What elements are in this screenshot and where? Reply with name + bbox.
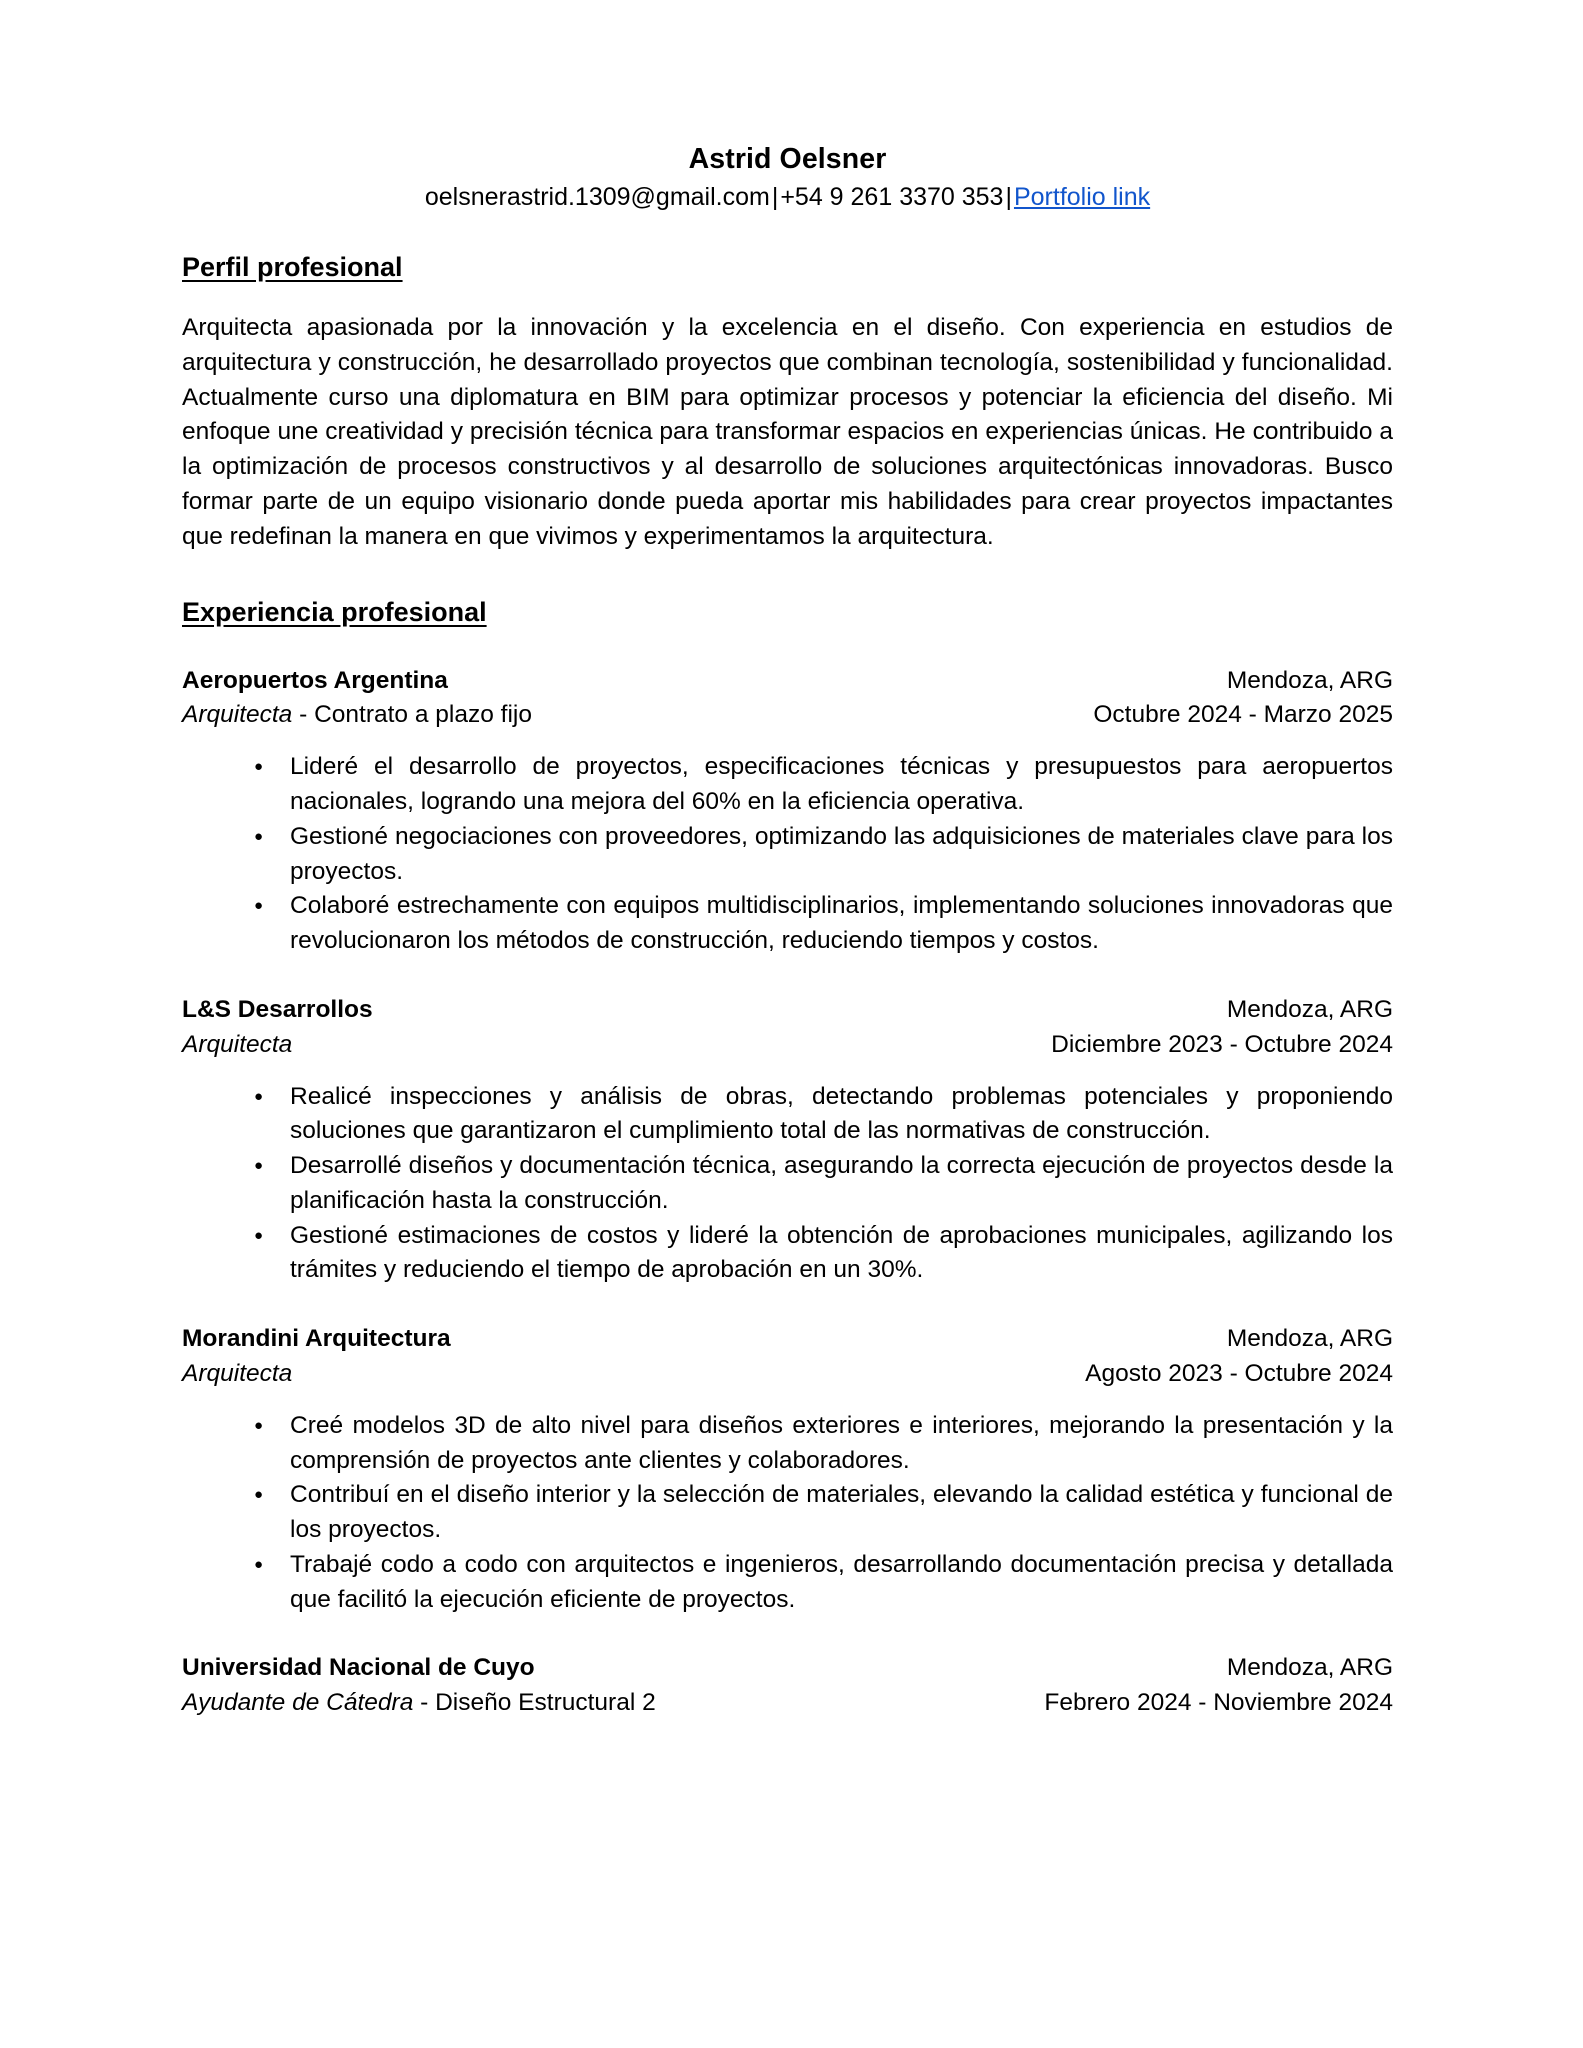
job-location: Mendoza, ARG [1226, 666, 1393, 694]
candidate-name: Astrid Oelsner [688, 143, 887, 175]
job-role-title: Arquitecta [182, 1030, 293, 1058]
job-subheader-row [182, 698, 1393, 732]
job-header-row [182, 1651, 1393, 1685]
job-bullet-item: ● Gestioné estimaciones de costos y lideré la obtención de aprobaciones municipales, agilizando los trámites y reduciendo el tiempo de aprobación en un 30%. [254, 1219, 1393, 1289]
job-location: Mendoza, ARG [1226, 995, 1393, 1023]
job-subheader-row [182, 1686, 1393, 1720]
job-subheader-row [182, 1357, 1393, 1391]
job-role-suffix: - Diseño Estructural 2 [413, 1689, 656, 1717]
job-bullet-list [182, 1409, 1393, 1618]
job-entry [182, 1322, 1393, 1617]
job-entry [182, 993, 1393, 1288]
job-entry [182, 1651, 1393, 1720]
document-header [182, 140, 1393, 216]
section-heading-profile: Perfil profesional [182, 251, 403, 282]
job-bullet-item: ● Contribuí en el diseño interior y la selección de materiales, elevando la calidad estética y funcional de los proyectos. [254, 1478, 1393, 1548]
job-role-title: Ayudante de Cátedra [182, 1689, 414, 1717]
experience-list [182, 664, 1393, 1720]
profile-paragraph: Arquitecta apasionada por la innovación y la excelencia en el diseño. Con experiencia en estudios de arquitectura y construcción, he desarrollado proyectos que combinan tecnología, sostenibilidad y funcionalidad. Actualmente curso una diplomatura en BIM para optimizar procesos y potenciar la eficiencia del diseño. Mi enfoque une creatividad y precisión técnica para transformar espacios en experiencias únicas. He contribuido a la optimización de procesos constructivos y al desarrollo de soluciones arquitectónicas innovadoras. Busco formar parte de un equipo visionario donde pueda aportar mis habilidades para crear proyectos impactantes que redefinan la manera en que vivimos y experimentamos la arquitectura. [182, 314, 1393, 550]
job-company: Universidad Nacional de Cuyo [182, 1654, 535, 1682]
job-dates: Octubre 2024 - Marzo 2025 [1093, 701, 1393, 729]
job-role-title: Arquitecta [182, 1359, 293, 1387]
job-bullet-item: ● Gestioné negociaciones con proveedores, optimizando las adquisiciones de materiales clave para los proyectos. [254, 820, 1393, 890]
job-subheader-row [182, 1028, 1393, 1062]
job-dates: Agosto 2023 - Octubre 2024 [1085, 1359, 1393, 1387]
job-location: Mendoza, ARG [1226, 1654, 1393, 1682]
job-header-row [182, 664, 1393, 698]
job-company: Morandini Arquitectura [182, 1325, 451, 1353]
job-bullet-list [182, 750, 1393, 959]
contact-line [182, 180, 1393, 216]
job-role [182, 1686, 656, 1720]
job-role [182, 1357, 292, 1391]
job-header-row [182, 1322, 1393, 1356]
job-location: Mendoza, ARG [1226, 1325, 1393, 1353]
job-role-title: Arquitecta [182, 701, 293, 729]
job-role-suffix: - Contrato a plazo fijo [292, 701, 532, 729]
job-dates: Febrero 2024 - Noviembre 2024 [1044, 1689, 1393, 1717]
portfolio-link[interactable]: Portfolio link [1013, 183, 1151, 212]
job-bullet-item: ● Realicé inspecciones y análisis de obras, detectando problemas potenciales y proponiendo soluciones que garantizaron el cumplimiento total de las normativas de construcción. [254, 1080, 1393, 1150]
section-heading-experience: Experiencia profesional [182, 596, 487, 627]
job-company: Aeropuertos Argentina [182, 666, 448, 694]
job-bullet-item: ● Lideré el desarrollo de proyectos, especificaciones técnicas y presupuestos para aeropuertos nacionales, logrando una mejora del 60% en la eficiencia operativa. [254, 750, 1393, 820]
job-bullet-item: ● Trabajé codo a codo con arquitectos e ingenieros, desarrollando documentación precisa y detallada que facilitó la ejecución eficiente de proyectos. [254, 1548, 1393, 1618]
phone-text: +54 9 261 3370 353 [780, 183, 1004, 212]
job-role [182, 1028, 292, 1062]
job-bullet-item: ● Colaboré estrechamente con equipos multidisciplinarios, implementando soluciones innovadoras que revolucionaron los métodos de construcción, reduciendo tiempos y costos. [254, 889, 1393, 959]
job-role [182, 698, 532, 732]
job-header-row [182, 993, 1393, 1027]
job-bullet-item: ● Desarrollé diseños y documentación técnica, asegurando la correcta ejecución de proyectos desde la planificación hasta la construcción. [254, 1149, 1393, 1219]
job-company: L&S Desarrollos [182, 995, 373, 1023]
job-bullet-list [182, 1080, 1393, 1289]
email-text: oelsnerastrid.1309@gmail.com [424, 183, 770, 212]
contact-separator-2: | [1005, 183, 1012, 212]
job-entry [182, 664, 1393, 959]
job-bullet-item: ● Creé modelos 3D de alto nivel para diseños exteriores e interiores, mejorando la presentación y la comprensión de proyectos ante clientes y colaboradores. [254, 1409, 1393, 1479]
contact-separator-1: | [771, 183, 779, 212]
job-dates: Diciembre 2023 - Octubre 2024 [1051, 1030, 1393, 1058]
